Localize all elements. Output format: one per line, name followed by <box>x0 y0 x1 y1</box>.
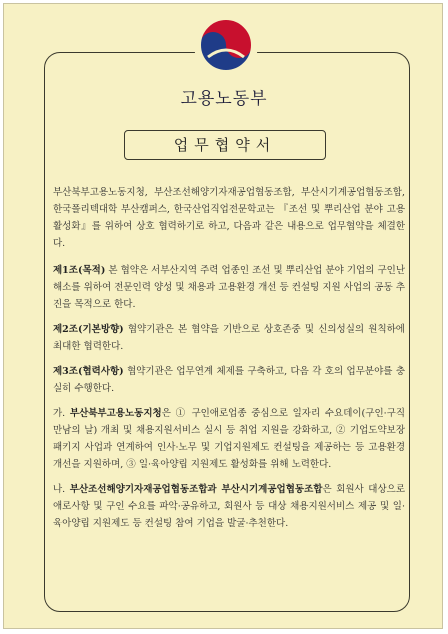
ministry-logo <box>194 13 258 77</box>
article-1-text: 본 협약은 서부산지역 주력 업종인 조선 및 뿌리산업 분야 기업의 구인난 해소를 위하여 전문인력 양성 및 채용과 고용환경 개선 등 컨설팅 지원 사업의 공동 추진을 목적으로 한다. <box>53 265 405 310</box>
article-2-label: 제2조(기본방향) <box>53 324 124 335</box>
article-3-text: 협약기관은 업무연계 체제를 구축하고, 다음 각 호의 업무분야를 충실히 수행한다. <box>53 366 405 394</box>
article-1 <box>53 262 405 313</box>
item-ga <box>53 405 405 473</box>
taegeuk-logo-icon <box>194 13 258 77</box>
item-na-org: 부산조선해양기자재공업협동조합과 부산시기계공업협동조합 <box>69 484 323 495</box>
document-title: 업무협약서 <box>124 130 326 160</box>
document-body <box>53 184 405 540</box>
item-ga-text: 은 ① 구인애로업종 중심으로 일자리 수요데이(구인·구직 만남의 날) 개최 및 채용지원서비스 실시 등 취업 지원을 강화하고, ② 기업도약보장패키지 사업과 연계하여 인사·노무 및 기업지원제도 컨설팅을 제공하는 등 고용환경 개선을 지원하며, ③ 일·육아양립 지원제도 활성화를 위해 노력한다. <box>53 408 405 470</box>
article-2 <box>53 321 405 355</box>
intro-paragraph: 부산북부고용노동지청, 부산조선해양기자재공업협동조합, 부산시기계공업협동조합, 한국폴리텍대학 부산캠퍼스, 한국산업직업전문학교는 『조선 및 뿌리산업 분야 고용 활성화』를 위하여 상호 협력하기로 하고, 다음과 같은 내용으로 업무협약을 체결한다. <box>53 187 405 249</box>
ministry-name: 고용노동부 <box>180 89 268 109</box>
item-ga-prefix: 가. <box>53 408 70 419</box>
article-2-text: 협약기관은 본 협약을 기반으로 상호존중 및 신의성실의 원칙하에 최대한 협력한다. <box>53 324 405 352</box>
item-na-prefix: 나. <box>53 484 70 495</box>
item-na-text: 은 회원사 대상으로 애로사항 및 구인 수요를 파악·공유하고, 회원사 등 대상 채용지원서비스 제공 및 일·육아양립 지원제도 등 컨설팅 참여 기업을 발굴·추천한다. <box>53 484 406 529</box>
document-page <box>3 3 443 629</box>
article-3 <box>53 363 405 397</box>
item-na <box>53 481 405 532</box>
item-ga-org: 부산북부고용노동지청 <box>69 408 162 419</box>
article-3-label: 제3조(협력사항) <box>53 366 124 377</box>
article-1-label: 제1조(목적) <box>53 265 106 276</box>
